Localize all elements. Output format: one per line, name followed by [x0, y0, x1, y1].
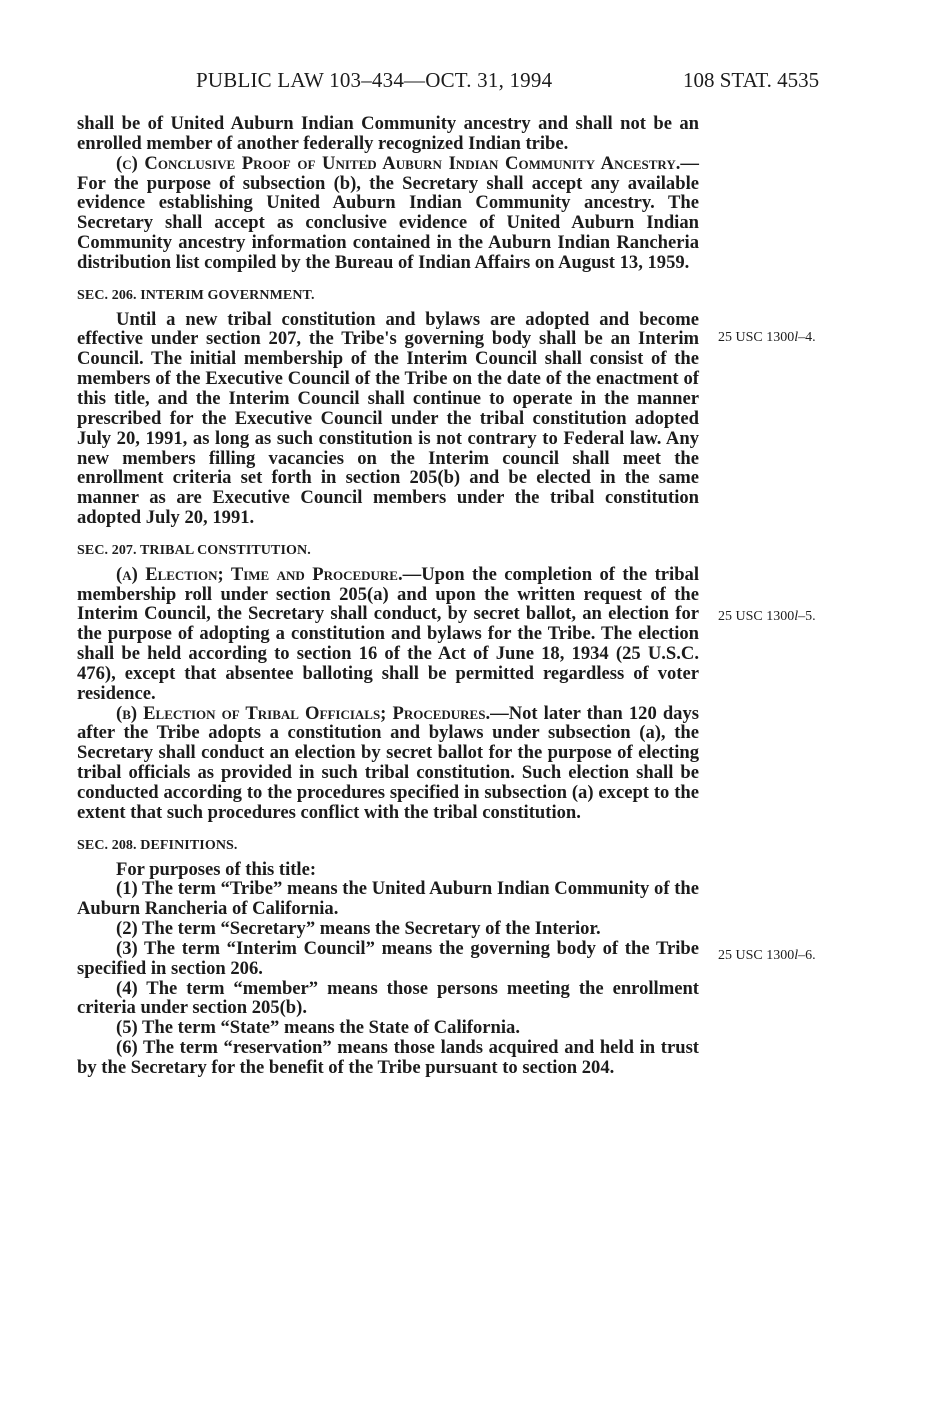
sidenote-sec-207 [718, 609, 816, 625]
sidenote-sec-208 [718, 948, 816, 964]
sidenote-suffix: –5. [798, 609, 816, 624]
subsection-a-text: —Upon the completion of the tribal membership roll under section 205(a) and upon the written request of the Interim Council, the Secretary shall conduct, by secret ballot, an election for the purpose of adopting a constitution and bylaws for the Tribe. The election shall be held according to section 16 of the Act of June 18, 1934 (25 U.S.C. 476), except that absentee balloting shall be permitted regardless of voter residence. [77, 563, 699, 704]
subsection-a-heading: (a) Election; Time and Procedure. [116, 563, 403, 585]
section-206-text: Until a new tribal constitution and bylaws are adopted and become effective under section 207, the Tribe's governing body shall be an Interim Council. The initial membership of the Interim Council shall consist of the members of the Executive Council of the Tribe on the date of the enactment of this title, and the Interim Council shall continue to operate in the manner prescribed for the Executive Council under the tribal constitution adopted July 20, 1991, as long as such constitution is not contrary to Federal law. Any new members filling vacancies on the Interim council shall meet the enrollment criteria set forth in section 205(b) and be elected in the same manner as are Executive Council members under the tribal constitution adopted July 20, 1991. [77, 308, 699, 529]
definition-item: (3) The term “Interim Council” means the governing body of the Tribe specified in section 206. [77, 937, 699, 979]
continuation-paragraph: shall be of United Auburn Indian Community ancestry and shall not be an enrolled member of another federally recognized Indian tribe. [77, 113, 699, 154]
definition-item: (5) The term “State” means the State of California. [116, 1017, 520, 1039]
sidenote-sec-206 [718, 330, 816, 346]
sidenote-letter: l [794, 609, 799, 624]
section-208-heading: SEC. 208. DEFINITIONS. [77, 837, 238, 853]
section-207-heading: SEC. 207. TRIBAL CONSTITUTION. [77, 542, 311, 558]
definition-item: (2) The term “Secretary” means the Secretary of the Interior. [116, 918, 601, 940]
definitions-intro: For purposes of this title: [116, 858, 317, 880]
subsection-207-b [77, 704, 699, 823]
definition-item: (4) The term “member” means those persons meeting the enrollment criteria under section 205(b). [77, 977, 699, 1019]
definition-item: (6) The term “reservation” means those lands acquired and held in trust by the Secretary for the benefit of the Tribe pursuant to section 204. [77, 1037, 699, 1078]
section-206-heading: SEC. 206. INTERIM GOVERNMENT. [77, 287, 315, 303]
subsection-207-a [77, 565, 699, 704]
subsection-b-text: —Not later than 120 days after the Tribe adopts a constitution and bylaws under subsection (a), the Secretary shall conduct an election by secret ballot for the purpose of electing tribal officials as provided in such tribal constitution. Such election shall be conducted according to the procedures specified in subsection (a) except to the extent that such procedures conflict with the tribal constitution. [77, 702, 699, 823]
subsection-c-heading: (c) Conclusive Proof of United Auburn Indian Community Ancestry. [116, 152, 681, 174]
subsection-c-text: —For the purpose of subsection (b), the Secretary shall accept any available evidence establishing United Auburn Indian Community ancestry. The Secretary shall accept as conclusive evidence of United Auburn Indian Community ancestry information contained in the Auburn Indian Rancheria distribution list compiled by the Bureau of Indian Affairs on August 13, 1959. [77, 152, 699, 273]
statute-page-reference: 108 STAT. 4535 [683, 68, 820, 92]
sidenote-letter: l [794, 330, 799, 345]
running-head: PUBLIC LAW 103–434—OCT. 31, 1994 [196, 68, 553, 92]
sidenote-code: 25 USC 1300 [718, 609, 795, 624]
sidenote-code: 25 USC 1300 [718, 330, 795, 345]
body-text [77, 114, 699, 1078]
sidenote-letter: l [794, 948, 799, 963]
subsection-c [77, 154, 699, 273]
subsection-b-heading: (b) Election of Tribal Officials; Procedures. [116, 702, 491, 724]
sidenote-suffix: –4. [798, 330, 816, 345]
definition-item: (1) The term “Tribe” means the United Auburn Indian Community of the Auburn Rancheria of California. [77, 878, 699, 920]
sidenote-code: 25 USC 1300 [718, 948, 795, 963]
sidenote-suffix: –6. [798, 948, 816, 963]
